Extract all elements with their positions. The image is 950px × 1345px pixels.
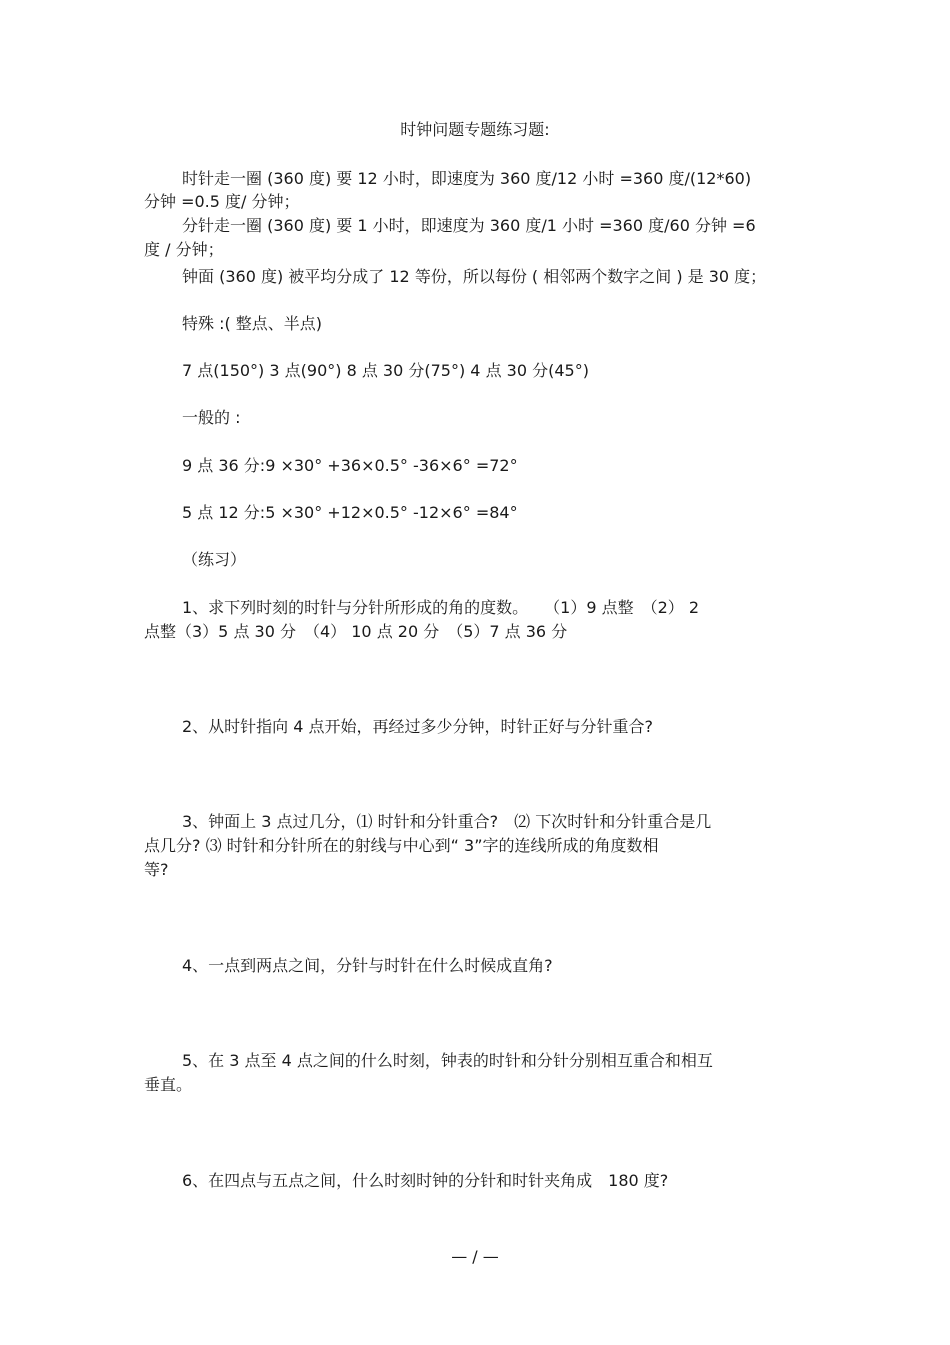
question-1-line-2: 点整（3）5 点 30 分 （4） 10 点 20 分 （5）7 点 36 分 xyxy=(144,622,568,641)
special-examples: 7 点(150°) 3 点(90°) 8 点 30 分(75°) 4 点 30 分(45°) xyxy=(182,361,589,380)
page-footer: — / — xyxy=(451,1247,499,1266)
page-title: 时钟问题专题练习题: xyxy=(400,120,550,139)
general-example-2: 5 点 12 分:5 ×30° +12×0.5° -12×6° =84° xyxy=(182,503,518,522)
question-3-line-1: 3、钟面上 3 点过几分，⑴ 时针和分针重合? ⑵ 下次时针和分针重合是几 xyxy=(182,812,712,831)
practice-label: （练习） xyxy=(182,550,247,569)
question-3-line-2: 点几分? ⑶ 时针和分针所在的射线与中心到“ 3”字的连线所成的角度数相 xyxy=(144,836,659,855)
question-2: 2、从时针指向 4 点开始，再经过多少分钟，时针正好与分针重合? xyxy=(182,717,654,736)
question-5-line-1: 5、在 3 点至 4 点之间的什么时刻，钟表的时针和分针分别相互重合和相互 xyxy=(182,1051,713,1070)
clock-face-text: 钟面 (360 度) 被平均分成了 12 等份，所以每份 ( 相邻两个数字之间 ) 是 30 度； xyxy=(182,267,767,286)
minute-hand-text-line-1: 分针走一圈 (360 度) 要 1 小时，即速度为 360 度/1 小时 =360 度/60 分钟 =6 xyxy=(182,216,756,235)
hour-hand-text-line-2: 分钟 =0.5 度/ 分钟； xyxy=(144,192,300,211)
question-6: 6、在四点与五点之间，什么时刻时钟的分针和时针夹角成 180 度? xyxy=(182,1171,669,1190)
question-4: 4、一点到两点之间，分针与时针在什么时候成直角? xyxy=(182,956,553,975)
minute-hand-text-line-2: 度 / 分钟； xyxy=(144,240,224,259)
general-label: 一般的 : xyxy=(182,408,241,427)
question-1-line-1: 1、求下列时刻的时针与分针所形成的角的度数。 （1）9 点整 （2） 2 xyxy=(182,598,700,617)
special-label: 特殊 :( 整点、半点) xyxy=(182,314,323,333)
general-example-1: 9 点 36 分:9 ×30° +36×0.5° -36×6° =72° xyxy=(182,456,518,475)
question-5-line-2: 垂直。 xyxy=(144,1075,193,1094)
hour-hand-text-line-1: 时针走一圈 (360 度) 要 12 小时，即速度为 360 度/12 小时 =360 度/(12*60) xyxy=(182,169,752,188)
question-3-line-3: 等? xyxy=(144,860,169,879)
